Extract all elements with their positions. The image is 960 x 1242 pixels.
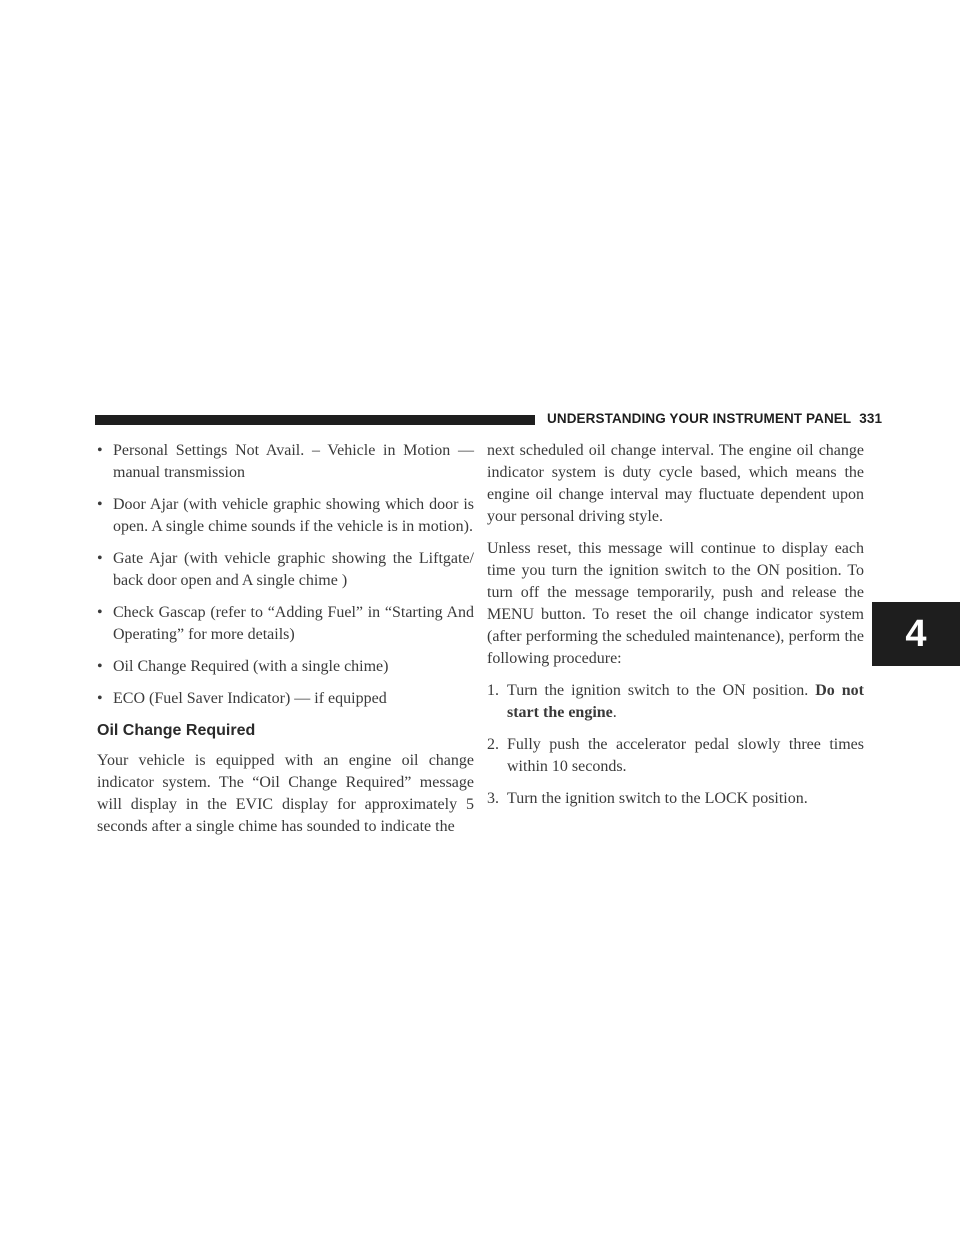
section-heading: Oil Change Required bbox=[97, 722, 256, 739]
chapter-tab: 4 bbox=[872, 602, 960, 666]
right-column bbox=[487, 440, 864, 820]
bullet-icon: • bbox=[97, 604, 103, 621]
list-item: • Oil Change Required (with a single chime) bbox=[97, 656, 474, 678]
bullet-icon: • bbox=[97, 658, 103, 675]
paragraph-reset: Unless reset, this message will continue to display each time you turn the ignition switch to the ON position. To turn off the message temporarily, push and release the MENU button. To reset the oil change indicator system (after performing the scheduled maintenance), perform the following procedure: bbox=[487, 540, 864, 667]
message-list bbox=[97, 440, 474, 710]
list-item: 3. Turn the ignition switch to the LOCK position. bbox=[487, 790, 808, 807]
page-header bbox=[547, 411, 882, 426]
list-item: 1. Turn the ignition switch to the ON position. Do not start the engine. bbox=[487, 682, 865, 721]
bullet-icon: • bbox=[97, 550, 103, 567]
list-item: • ECO (Fuel Saver Indicator) — if equipped bbox=[97, 688, 474, 710]
header-bar bbox=[95, 415, 535, 425]
list-item: • Gate Ajar (with vehicle graphic showing the Liftgate/ back door open and A single chime ) bbox=[97, 550, 474, 589]
list-item: • Door Ajar (with vehicle graphic showing which door is open. A single chime sounds if the vehicle is in motion). bbox=[97, 496, 474, 535]
paragraph-oil-change-intro-cont: next scheduled oil change interval. The engine oil change indicator system is duty cycle based, which means the engine oil change interval may fluctuate dependent upon your personal driving style. bbox=[487, 442, 864, 525]
page-number: 331 bbox=[859, 411, 883, 426]
bullet-icon: • bbox=[97, 496, 103, 513]
list-item: • Personal Settings Not Avail. – Vehicle in Motion — manual transmission bbox=[97, 442, 474, 481]
bullet-icon: • bbox=[97, 442, 103, 459]
reset-steps bbox=[487, 680, 864, 810]
list-item: 2. Fully push the accelerator pedal slowly three times within 10 seconds. bbox=[487, 736, 864, 775]
section-title: UNDERSTANDING YOUR INSTRUMENT PANEL bbox=[547, 411, 852, 426]
list-item: • Check Gascap (refer to “Adding Fuel” in “Starting And Operating” for more details) bbox=[97, 604, 474, 643]
bullet-icon: • bbox=[97, 690, 103, 707]
left-column bbox=[97, 440, 474, 848]
paragraph-oil-change-intro: Your vehicle is equipped with an engine oil change indicator system. The “Oil Change Required” message will display in the EVIC display for approximately 5 seconds after a single chime has sounded to indicate the bbox=[97, 752, 474, 835]
